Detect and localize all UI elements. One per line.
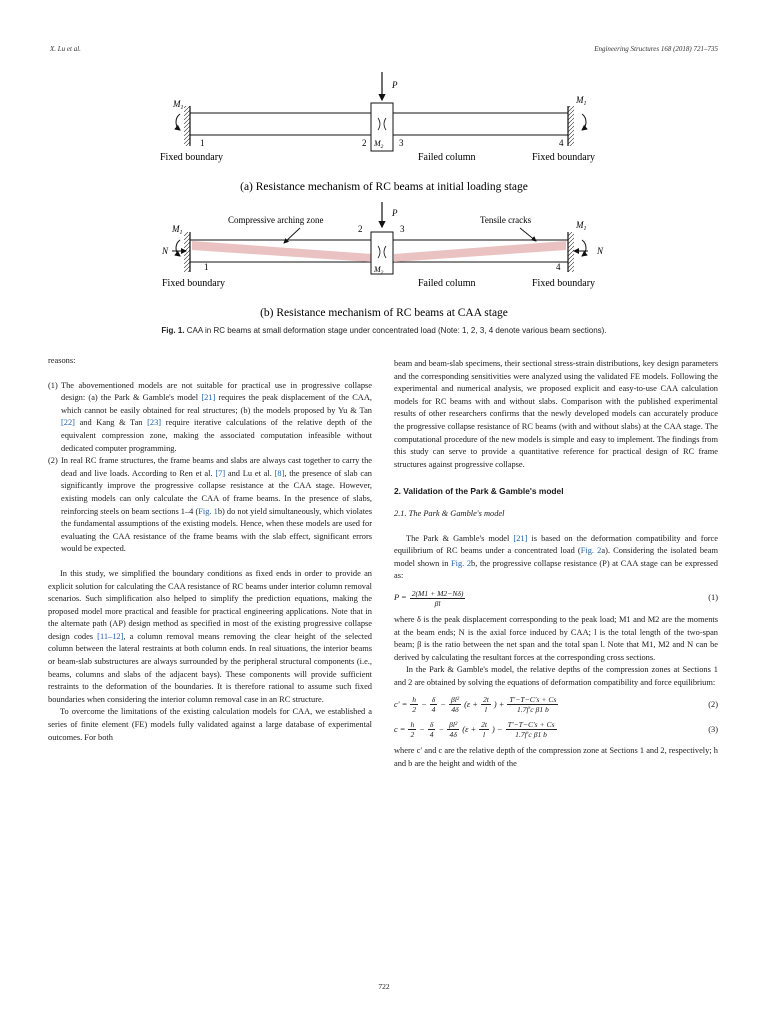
m1-left-label-a: $M_1$: [173, 99, 184, 111]
list-item-1: (1) The abovementioned models are not suitable for practical use in progressive collapse design: (a) the Park & Gamble's model [21] requires the peak displacement of the CAA, which cannot be easily obtained for real structures; (b) the models proposed by Yu & Tan [22] and Kang & Tan [23] require iterative calculations of the relative depth of the equivalent compression zone, making the associated computation infeasible without dedicated computer programming.: [48, 380, 372, 456]
failed-column-a: Failed column: [418, 152, 476, 163]
fixed-wall-right-a: [568, 106, 574, 146]
section-1-label-b: 1: [204, 262, 209, 272]
m1-right-label-a: $M_1$: [576, 95, 587, 107]
paragraph: where c′ and c are the relative depth of the compression zone at Sections 1 and 2, respectively; h and b are the height and width of the: [394, 746, 718, 769]
compressive-strut-left: [192, 241, 372, 262]
subsection-heading: 2.1. The Park & Gamble's model: [394, 508, 505, 518]
equation-1: P = $\frac{2(M1 + M2-N\delta)}{\beta l}$ (1): [394, 588, 718, 608]
n-right-label: N: [597, 246, 604, 256]
load-label-b: P: [392, 208, 398, 218]
load-label-a: P: [392, 80, 398, 90]
section-1-label-a: 1: [200, 138, 205, 148]
compressive-strut-right: [394, 241, 566, 262]
figure-caption-text: CAA in RC beams at small deformation stage under concentrated load (Note: 1, 2, 3, 4 denote various beam sections).: [184, 326, 607, 335]
citation-link[interactable]: [23]: [147, 418, 162, 428]
fixed-wall-right-b: [568, 232, 574, 272]
section-3-label-a: 3: [399, 138, 404, 148]
subcaption-b: (b) Resistance mechanism of RC beams at CAA stage: [260, 307, 508, 319]
paragraph: In the Park & Gamble's model, the relative depths of the compression zones at Sections 1 and 2 are obtained by solving the equations of deformation compatibility and force equilibrium:: [394, 665, 718, 687]
m1-left-label-b: $M_1$: [172, 224, 183, 236]
tensile-cracks-label: Tensile cracks: [480, 215, 532, 225]
citation-link[interactable]: [21]: [513, 533, 528, 543]
right-column: [394, 358, 718, 771]
paragraph: To overcome the limitations of the existing calculation models for CAA, we established a series of finite element (FE) models fully validated against a large database of experimental outcomes. For both: [48, 707, 372, 742]
citation-link[interactable]: [11–12]: [97, 631, 124, 641]
figure-link[interactable]: Fig. 2: [580, 546, 602, 556]
m2-label-b: $M_2$: [374, 265, 384, 276]
paragraph: The Park & Gamble's model [21] is based on the deformation compatibility and force equilibrium of RC beams under a concentrated load (Fig. 2a). Considering the isolated beam model shown in Fig. 2b, the progressive collapse resistance (P) at CAA stage can be expressed as:: [394, 533, 718, 581]
moment-arc-left-b: [176, 240, 180, 256]
citation-link[interactable]: [7]: [215, 468, 226, 478]
figure-link[interactable]: Fig. 2: [451, 558, 472, 568]
reasons-line: reasons:: [48, 356, 76, 365]
section-4-label-a: 4: [559, 138, 564, 148]
fixed-boundary-left-b: Fixed boundary: [162, 278, 226, 289]
equation-3: c = $\frac{h}{2}$ − $\frac{\delta}{4}$ − $\frac{\text{βl²}}{4\delta}$ (ε + $\frac{2t}{l}$ ) − $\frac{T'-T-C's + Cs}{\text{1.7f′c β1 b}}$ (3): [394, 720, 718, 740]
compressive-arching-label: Compressive arching zone: [228, 215, 324, 225]
equation-2: c′ = $\frac{h}{2}$ − $\frac{\delta}{4}$ − $\frac{\text{βl²}}{4\delta}$ (ε + $\frac{2t}{l}$ ) + $\frac{T'-T-C's + Cs}{\text{1.7f′c β1 b}}$ (2): [394, 695, 718, 715]
subcaption-a: (a) Resistance mechanism of RC beams at initial loading stage: [240, 181, 528, 193]
equation-number: (3): [708, 724, 718, 734]
m1-right-label-b: $M_1$: [576, 220, 587, 232]
figure-1: [0, 0, 768, 322]
paragraph: beam and beam-slab specimens, their sectional stress-strain distributions, key design parameters and the corresponding sensitivities were analyzed using the validated FE models. Following the experimental and numerical analysis, we proposed explicit and easy-to-use CAA calculation models for RC beams with and without slabs. Comparison with the published experimental results of other researchers confirms that the newly developed models can accurately produce the progressive collapse resistance of RC beams (with and without slabs) at the CAA stage. The computational procedure of the new models is simple and easy to implement. The findings from this study can serve to provide a quantitative reference for practical design of RC frame structures against progressive collapse.: [394, 359, 718, 469]
moment-arc-left-a: [176, 114, 180, 130]
paragraph: where δ is the peak displacement corresponding to the peak load; M1 and M2 are the moments at the beam ends; N is the axial force induced by CAA; l is the total length of the two-span beam; β is the ratio between the net span and the total span l. Note that M1, M2 and N can be derived by calculating the resultant forces at the corresponding cross sections.: [394, 614, 718, 662]
fixed-wall-left-b: [184, 232, 190, 272]
figure-caption: [50, 326, 718, 335]
m2-label-a: $M_2$: [374, 139, 384, 150]
list-number-1: (1): [48, 380, 58, 390]
paragraph: In this study, we simplified the boundary conditions as fixed ends in order to provide an explicit solution for calculating the CAA resistance of RC beams under interior column removal scenarios. Such simplification also helped to simplify the prediction equations, making the proposed model more practical and feasible for practical engineering applications. Note that in the alternate path (AP) design method as specified in most of the existing progressive collapse design codes [11–12], a column removal means removing the clear height of the selected column between the lateral restraints at both column ends. In real situations, the interior beams or beam-slab substructures are always surrounded by the peripheral structural components (i.e., beams, columns and slabs of the adjacent bays). These components will provide sufficient restraints to the deformation of the boundaries. It is therefore rational to assume such fixed boundaries when considering the interior column removal case in an RC structure.: [48, 568, 372, 704]
figure-link[interactable]: Fig. 1: [198, 506, 218, 516]
section-2-label-a: 2: [362, 138, 367, 148]
section-3-label-b: 3: [400, 224, 405, 234]
fixed-boundary-left-a: Fixed boundary: [160, 152, 224, 163]
fixed-boundary-right-a: Fixed boundary: [532, 152, 596, 163]
list-number-2: (2): [48, 456, 58, 466]
moment-arc-right-a: [582, 114, 586, 130]
figure-1b: [161, 202, 604, 319]
citation-link[interactable]: [8]: [274, 468, 285, 478]
figure-1a: [160, 72, 595, 193]
equation-number: (2): [708, 699, 718, 709]
section-heading: 2. Validation of the Park & Gamble's model: [394, 486, 564, 497]
page-number: 722: [378, 982, 390, 991]
section-4-label-b: 4: [556, 262, 561, 272]
moment-arc-right-b: [582, 240, 586, 256]
fixed-wall-left-a: [184, 106, 190, 146]
n-left-label: N: [162, 246, 169, 256]
equation-number: (1): [708, 593, 718, 603]
fixed-boundary-right-b: Fixed boundary: [532, 278, 596, 289]
running-header-journal: Engineering Structures 168 (2018) 721–735: [594, 45, 718, 53]
running-header-authors: X. Lu et al.: [50, 45, 81, 53]
citation-link[interactable]: [22]: [61, 418, 75, 428]
section-2-label-b: 2: [358, 224, 363, 234]
citation-link[interactable]: [21]: [201, 393, 216, 403]
left-column: [48, 355, 372, 744]
failed-column-b: Failed column: [418, 278, 476, 289]
list-item-2: (2) In real RC frame structures, the frame beams and slabs are always cast together to carry the dead and live loads. According to Ren et al. [7] and Lu et al. [8], the presence of slab can significantly improve the progressive collapse resistance at the CAA stage. However, existing models can only calculate the CAA of frame beams. In the presence of slabs, reinforcing steels on beam sections 1–4 (Fig. 1b) do not yield simultaneously, which violates the fundamental assumptions of the existing models. Hence, when these models are used for evaluating the CAA resistance of the frame beams with the slab effect, significant errors would be expected.: [48, 455, 372, 556]
figure-label: Fig. 1.: [161, 326, 185, 335]
